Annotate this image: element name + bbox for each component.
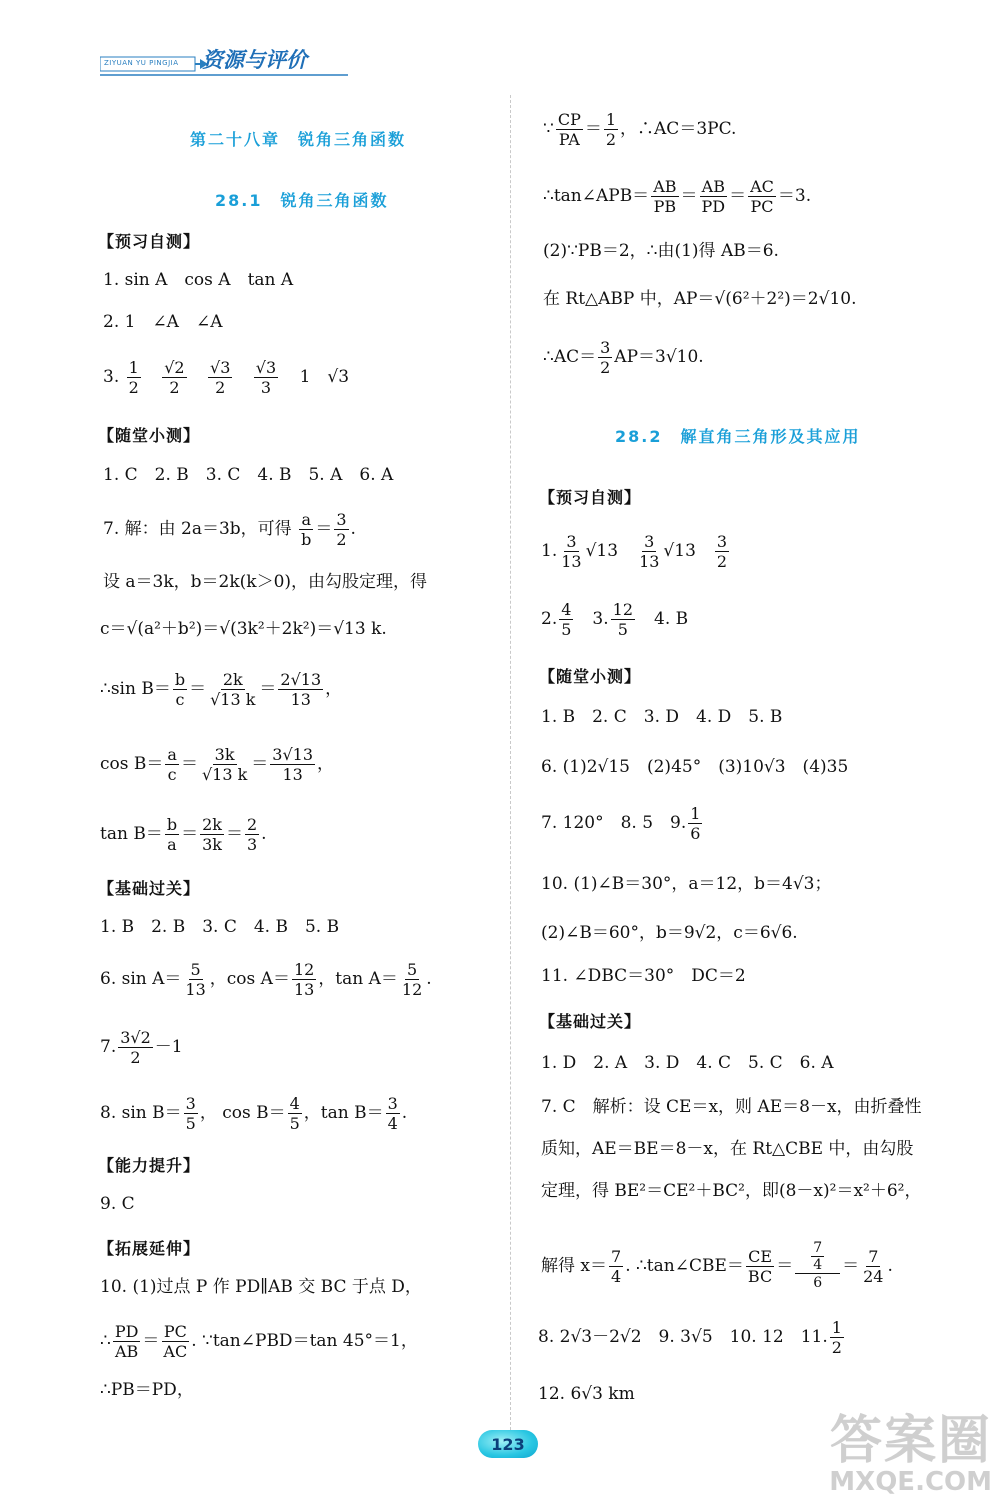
answer-line: 9. C xyxy=(100,1194,135,1214)
fraction: $\frac{3}{5}$ xyxy=(185,1094,196,1133)
fraction: $\frac{PD}{AB}$ xyxy=(114,1322,139,1361)
answer-line: 1. B 2. B 3. C 4. B 5. B xyxy=(100,917,340,937)
answer-line: ∵ $\frac{CP}{PA}$ ＝ $\frac{1}{2}$ ，∴AC＝3PC. xyxy=(543,110,737,149)
section-heading: 【基础过关】 xyxy=(98,879,201,898)
fraction: $\frac{2√13}{13}$ xyxy=(280,670,322,709)
fraction: $\frac{7}{4}$ xyxy=(611,1247,622,1286)
section-heading: 【随堂小测】 xyxy=(98,426,201,445)
fraction: $\frac{2}{3}$ xyxy=(246,815,258,854)
answer-line: 8. 2√3－2√2 9. 3√5 10. 12 11. $\frac{1}{2}$ xyxy=(538,1318,842,1357)
fraction: $\frac{2k}{√13 k}$ xyxy=(210,670,256,709)
fraction: $\frac{3}{4}$ xyxy=(387,1094,398,1133)
answer-line: 7. $\frac{3√2}{2}$ －1 xyxy=(100,1028,183,1067)
fraction: $\frac{1}{2}$ xyxy=(831,1318,842,1357)
fraction: $\frac{2k}{3k}$ xyxy=(202,815,222,854)
fraction: $\frac{a}{b}$ xyxy=(301,510,312,549)
section-heading: 【预习自测】 xyxy=(539,488,642,507)
fraction: $\frac{12}{13}$ xyxy=(293,960,315,999)
answer-line: 质知，AE＝BE＝8－x，在 Rt△CBE 中，由勾股 xyxy=(541,1139,914,1159)
answer-line: 2. 1 ∠A ∠A xyxy=(103,312,223,332)
chapter-title: 第二十八章 锐角三角函数 xyxy=(190,130,407,149)
answer-line: 10. (1)∠B＝30°，a＝12，b＝4√3； xyxy=(541,874,832,894)
answer-line: ∴sin B＝ $\frac{b}{c}$ ＝ $\frac{2k}{√13 k}$ ＝ $\frac{2√13}{13}$ ， xyxy=(100,670,343,709)
section-title-28-2: 28.2 解直角三角形及其应用 xyxy=(615,427,861,446)
answer-line: ∴PB＝PD， xyxy=(100,1380,194,1400)
column-divider xyxy=(510,95,511,1435)
fraction: $\frac{3√13}{13}$ xyxy=(272,745,314,784)
fraction: $\frac{√3}{3}$ xyxy=(255,358,277,397)
section-heading: 【拓展延伸】 xyxy=(98,1239,201,1258)
answer-line: 1. sin A cos A tan A xyxy=(103,270,294,290)
answer-line: ∴tan∠APB＝ $\frac{AB}{PB}$ ＝ $\frac{AB}{PD}$ ＝ $\frac{AC}{PC}$ ＝3. xyxy=(543,177,812,216)
answer-line: ∴ $\frac{PD}{AB}$ ＝ $\frac{PC}{AC}$ . ∵tan∠PBD＝tan 45°＝1， xyxy=(100,1322,418,1361)
fraction: $\frac{AC}{PC}$ xyxy=(750,177,774,216)
answer-line: 解得 x＝ $\frac{7}{4}$ . ∴tan∠CBE＝ $\frac{CE}{BC}$ ＝ $\frac{\frac{7}{4}}{6}$ ＝ $\frac{7}{24}$ . xyxy=(541,1240,893,1291)
fraction: $\frac{4}{5}$ xyxy=(289,1094,300,1133)
fraction: $\frac{√2}{2}$ xyxy=(164,358,185,397)
header-brand: 资源与评价 xyxy=(202,48,307,72)
fraction: $\frac{AB}{PB}$ xyxy=(653,177,677,216)
section-title-28-1: 28.1 锐角三角函数 xyxy=(215,191,389,210)
answer-line: 8. sin B＝ $\frac{3}{5}$ ， cos B＝ $\frac{4}{5}$ ，tan B＝ $\frac{3}{4}$ . xyxy=(100,1094,408,1133)
fraction: $\frac{√3}{2}$ xyxy=(210,358,231,397)
answer-line: 3. $\frac{1}{2}$ $\frac{√2}{2}$ $\frac{√3}{2}$ $\frac{√3}{3}$ 1 √3 xyxy=(103,358,350,397)
fraction: $\frac{5}{13}$ xyxy=(185,960,206,999)
answer-line: 12. 6√3 km xyxy=(538,1384,635,1404)
answer-line: 7. 解：由 2a＝3b，可得 $\frac{a}{b}$ ＝ $\frac{3}{2}$ . xyxy=(103,510,356,549)
section-heading: 【预习自测】 xyxy=(98,232,201,251)
fraction: $\frac{CE}{BC}$ xyxy=(747,1247,773,1286)
answer-line: cos B＝ $\frac{a}{c}$ ＝ $\frac{3k}{√13 k}$ ＝ $\frac{3√13}{13}$ ， xyxy=(100,745,335,784)
answer-line: 11. ∠DBC＝30° DC＝2 xyxy=(541,966,746,986)
section-heading: 【基础过关】 xyxy=(539,1012,642,1031)
compound-fraction: $\frac{\frac{7}{4}}{6}$ xyxy=(795,1240,840,1293)
fraction: $\frac{PC}{AC}$ xyxy=(163,1322,188,1361)
fraction: $\frac{3}{2}$ xyxy=(600,338,611,377)
fraction: $\frac{3√2}{2}$ xyxy=(120,1028,151,1067)
fraction: $\frac{3}{2}$ xyxy=(336,510,347,549)
fraction: $\frac{3}{2}$ xyxy=(716,532,728,571)
answer-line: (2)∵PB＝2，∴由(1)得 AB＝6. xyxy=(543,241,779,261)
answer-line: 6. (1)2√15 (2)45° (3)10√3 (4)35 xyxy=(541,757,849,777)
header-pinyin: ZIYUAN YU PINGJIA xyxy=(104,59,179,67)
answer-line: 7. 120° 8. 5 9. $\frac{1}{6}$ xyxy=(541,804,701,843)
page-number: 123 xyxy=(478,1430,538,1458)
fraction: $\frac{a}{c}$ xyxy=(167,745,177,784)
item-number: 3. xyxy=(103,367,120,387)
fraction: $\frac{4}{5}$ xyxy=(561,600,572,639)
answer-line: c＝√(a²＋b²)＝√(3k²＋2k²)＝√13 k. xyxy=(100,619,387,639)
fraction: $\frac{3}{13}$ xyxy=(561,532,582,571)
fraction: $\frac{b}{c}$ xyxy=(174,670,186,709)
answer-line: 6. sin A＝ $\frac{5}{13}$ ，cos A＝ $\frac{12}{13}$ ，tan A＝ $\frac{5}{12}$ . xyxy=(100,960,432,999)
fraction: $\frac{7}{24}$ xyxy=(863,1247,884,1286)
answer-line: 在 Rt△ABP 中，AP＝√(6²＋2²)＝2√10. xyxy=(543,289,857,309)
answer-line: 1. D 2. A 3. D 4. C 5. C 6. A xyxy=(541,1053,834,1073)
fraction: $\frac{1}{2}$ xyxy=(605,110,617,149)
answer-line: 1. B 2. C 3. D 4. D 5. B xyxy=(541,707,783,727)
fraction: $\frac{b}{a}$ xyxy=(166,815,178,854)
answer-line: 2. $\frac{4}{5}$ 3. $\frac{12}{5}$ 4. B xyxy=(541,600,689,639)
fraction: $\frac{3}{13}$ xyxy=(639,532,660,571)
fraction: $\frac{1}{6}$ xyxy=(690,804,701,843)
answer-line: 设 a＝3k，b＝2k(k＞0)，由勾股定理，得 xyxy=(103,572,428,592)
answer-line: 1. $\frac{3}{13}$ √13 $\frac{3}{13}$ √13 $\frac{3}{2}$ xyxy=(541,532,728,571)
fraction: $\frac{7}{4}$ xyxy=(813,1240,823,1273)
section-heading: 【随堂小测】 xyxy=(539,667,642,686)
fraction: $\frac{CP}{PA}$ xyxy=(557,110,581,149)
watermark-logo: 答案圈 MXQE.COM xyxy=(829,1411,992,1497)
answer-line: 定理，得 BE²＝CE²＋BC²，即(8－x)²＝x²＋6²， xyxy=(541,1181,922,1201)
fraction: $\frac{1}{2}$ xyxy=(128,358,139,397)
answer-line: ∴AC＝ $\frac{3}{2}$ AP＝3√10. xyxy=(543,338,704,377)
fraction: $\frac{5}{12}$ xyxy=(401,960,423,999)
answer-line: 7. C 解析：设 CE＝x，则 AE＝8－x，由折叠性 xyxy=(541,1097,922,1117)
section-heading: 【能力提升】 xyxy=(98,1156,201,1175)
answer-line: 1. C 2. B 3. C 4. B 5. A 6. A xyxy=(103,465,394,485)
answer-line: tan B＝ $\frac{b}{a}$ ＝ $\frac{2k}{3k}$ ＝ $\frac{2}{3}$ . xyxy=(100,815,267,854)
fraction: $\frac{12}{5}$ xyxy=(612,600,634,639)
answer-line: 10. (1)过点 P 作 PD∥AB 交 BC 于点 D， xyxy=(100,1277,422,1297)
fraction: $\frac{3k}{√13 k}$ xyxy=(201,745,248,784)
answer-line: (2)∠B＝60°，b＝9√2，c＝6√6. xyxy=(541,923,798,943)
fraction: $\frac{AB}{PD}$ xyxy=(701,177,726,216)
